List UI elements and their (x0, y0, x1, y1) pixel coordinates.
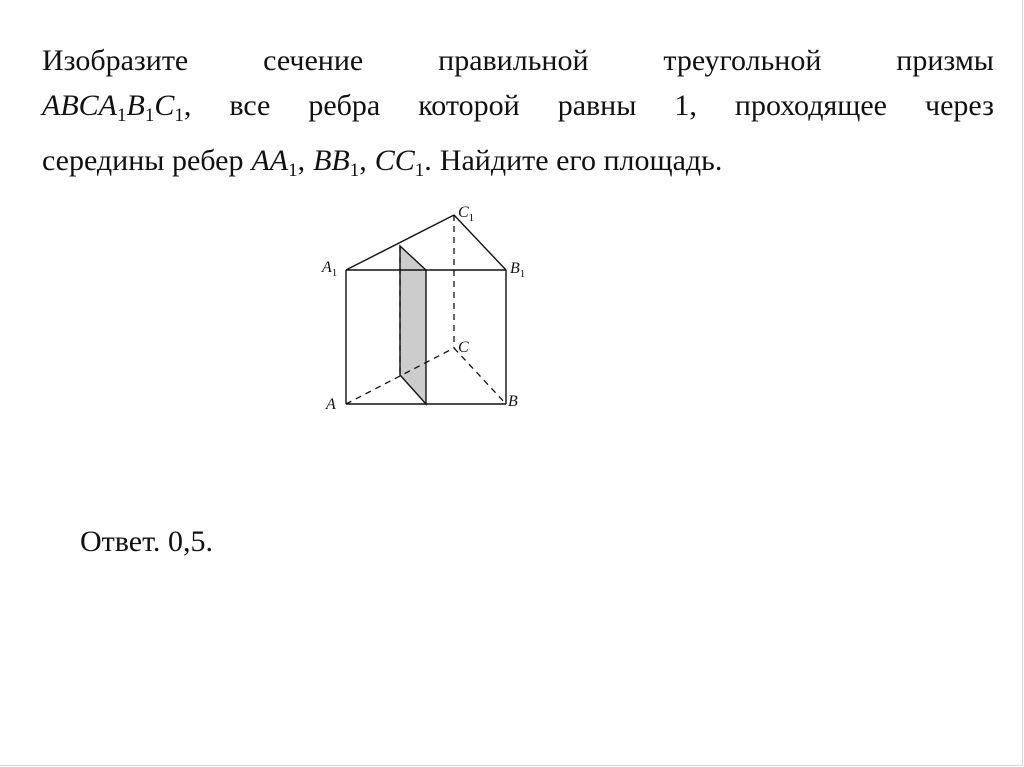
word: сечение (263, 44, 364, 77)
prism-name: $ABCA_1B_1C_1$, (42, 89, 192, 126)
edge-aa1: $AA_1$, (251, 144, 306, 181)
line-prefix: середины ребер (42, 144, 244, 177)
label-a1: $A_1$ (322, 259, 338, 279)
word: проходящее (734, 89, 887, 122)
word: все (229, 89, 271, 122)
word: которой (418, 89, 520, 122)
word: призмы (896, 44, 994, 77)
edge-bb1: $BB_1$, (313, 144, 367, 181)
edge-cb (454, 348, 506, 404)
word: Изобразите (42, 44, 189, 77)
word: треугольной (663, 44, 822, 77)
answer-value: 0,5. (167, 525, 213, 558)
answer (80, 522, 213, 562)
word: через (925, 89, 994, 122)
label-a: A (326, 396, 336, 413)
problem-line-3 (42, 138, 994, 193)
prism-figure (316, 200, 546, 420)
word: ребра (308, 89, 381, 122)
label-c1: $C_1$ (458, 204, 475, 224)
word: правильной (438, 44, 589, 77)
label-b1: $B_1$ (510, 260, 526, 280)
edge-cc1: $CC_1$. (374, 144, 432, 181)
word: 1, (674, 89, 697, 122)
answer-label: Ответ. (80, 525, 161, 558)
label-c: C (458, 339, 469, 356)
word: равны (557, 89, 637, 122)
problem-line-1 (42, 38, 994, 83)
edge-c1-b1 (454, 215, 506, 270)
problem-line-2 (42, 83, 994, 138)
label-b: B (508, 393, 518, 410)
problem-statement (42, 38, 994, 193)
line-suffix: Найдите его площадь. (439, 144, 723, 177)
